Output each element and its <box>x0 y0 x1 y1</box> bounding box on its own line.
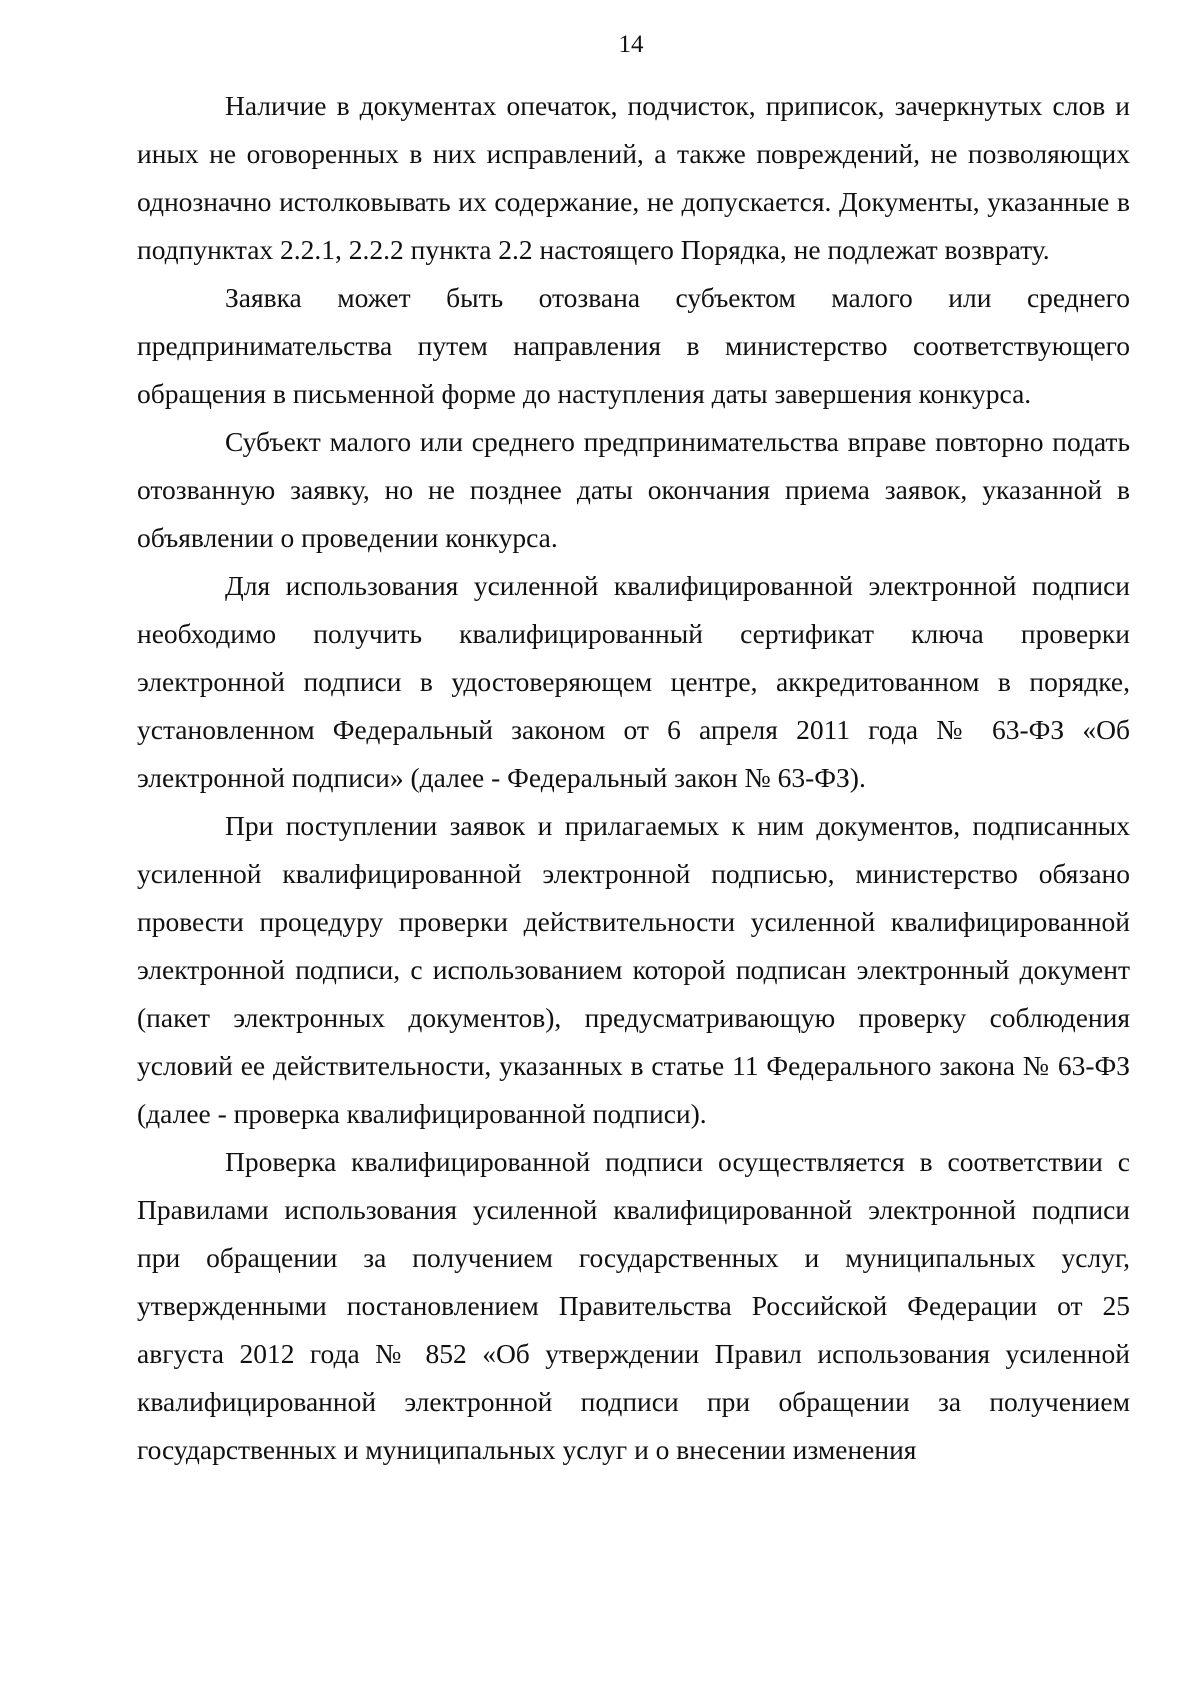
paragraph-corrections: Наличие в документах опечаток, подчисток, приписок, зачеркнутых слов и иных не оговоренных в них исправлений, а также повреждений, не позволяющих однозначно истолковывать их содержание, не допускается. Документы, указанные в подпунктах 2.2.1, 2.2.2 пункта 2.2 настоящего Порядка, не подлежат возврату. <box>137 90 1130 265</box>
document-body <box>137 82 1130 1474</box>
paragraph-resubmission: Субъект малого или среднего предпринимательства вправе повторно подать отозванную заявку, но не позднее даты окончания приема заявок, указанной в объявлении о проведении конкурса. <box>137 426 1130 553</box>
paragraph-signature-verification: При поступлении заявок и прилагаемых к ним документов, подписанных усиленной квалифицированной электронной подписью, министерство обязано провести процедуру проверки действительности усиленной квалифицированной электронной подписи, с использованием которой подписан электронный документ (пакет электронных документов), предусматривающую проверку соблюдения условий ее действительности, указанных в статье 11 Федерального закона № 63-ФЗ (далее - проверка квалифицированной подписи). <box>137 810 1130 1129</box>
paragraph-withdrawal: Заявка может быть отозвана субъектом малого или среднего предпринимательства путем направления в министерство соответствующего обращения в письменной форме до наступления даты завершения конкурса. <box>137 282 1130 409</box>
paragraph-verification-rules: Проверка квалифицированной подписи осуществляется в соответствии с Правилами использования усиленной квалифицированной электронной подписи при обращении за получением государственных и муниципальных услуг, утвержденными постановлением Правительства Российской Федерации от 25 августа 2012 года № 852 «Об утверждении Правил использования усиленной квалифицированной электронной подписи при обращении за получением государственных и муниципальных услуг и о внесении изменения <box>137 1146 1130 1465</box>
page-number: 14 <box>618 31 644 58</box>
paragraph-signature-certificate: Для использования усиленной квалифицированной электронной подписи необходимо получить квалифицированный сертификат ключа проверки электронной подписи в удостоверяющем центре, аккредитованном в порядке, установленном Федеральный законом от 6 апреля 2011 года № 63-ФЗ «Об электронной подписи» (далее - Федеральный закон № 63-ФЗ). <box>137 570 1130 793</box>
